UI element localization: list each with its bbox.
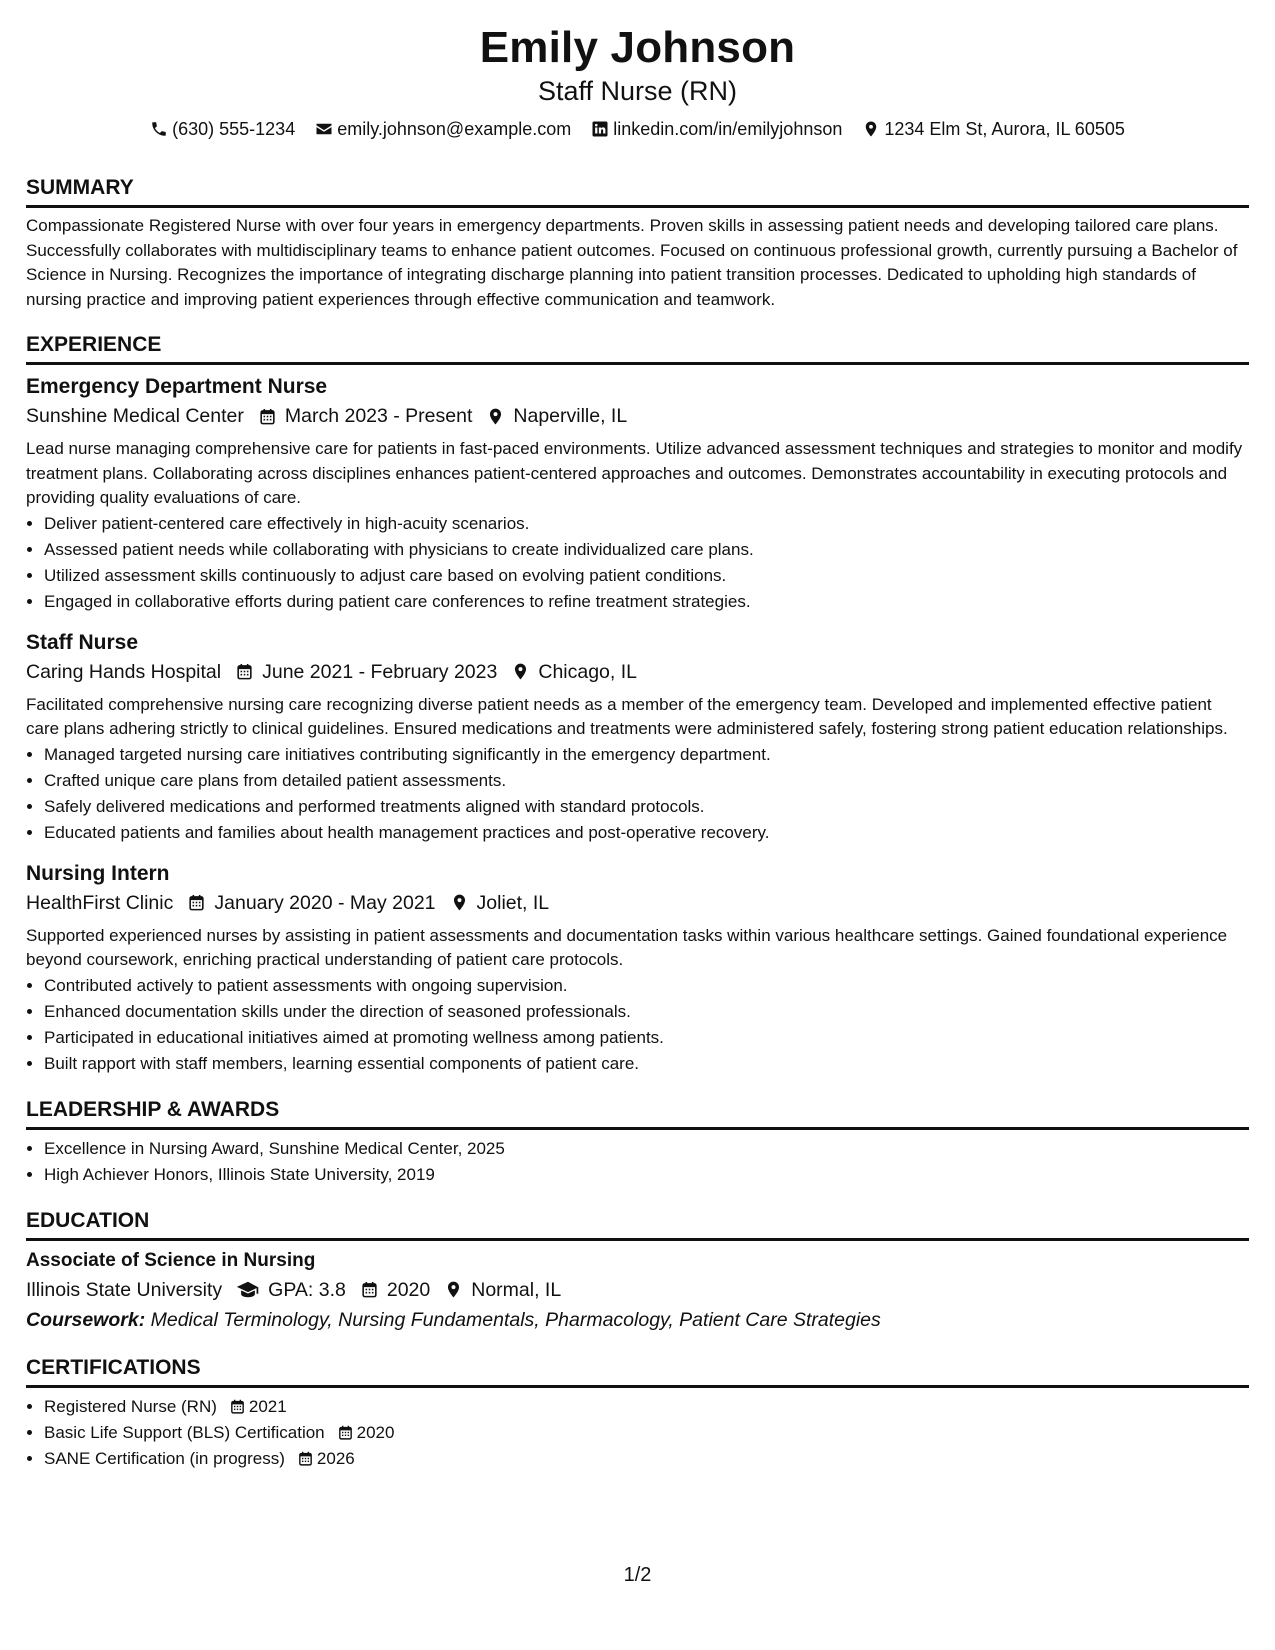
calendar-icon <box>258 407 277 426</box>
job-meta <box>26 657 1249 687</box>
job-description: Facilitated comprehensive nursing care recognizing diverse patient needs as a member of the emergency team. Developed and implemented effective patient care plans adhering strictly to clinical guidelines. Ensured medications and treatments were administered safely, fostering strong patient education relationships. <box>26 694 1228 738</box>
resume-page <box>26 22 1249 1472</box>
job-title: Staff Nurse <box>26 630 139 654</box>
phone-text: (630) 555-1234 <box>172 119 296 139</box>
list-item: • Educated patients and families about health management practices and post-operative recovery. <box>44 820 1249 846</box>
employer <box>26 401 244 431</box>
job-dates-text: January 2020 - May 2021 <box>214 891 436 914</box>
contact-email[interactable] <box>315 116 571 142</box>
certifications-list <box>26 1394 1249 1472</box>
school <box>26 1275 222 1305</box>
map-pin-icon <box>862 120 880 138</box>
edu-year-text: 2020 <box>386 1278 431 1301</box>
job-location-text: Joliet, IL <box>476 891 550 914</box>
job-entry <box>26 860 1249 1077</box>
edu-location-text: Normal, IL <box>471 1278 562 1301</box>
list-item: • High Achiever Honors, Illinois State University, 2019 <box>44 1162 1249 1188</box>
linkedin-text: linkedin.com/in/emilyjohnson <box>613 119 843 139</box>
school-text: Illinois State University <box>26 1278 223 1301</box>
calendar-icon <box>297 1450 314 1467</box>
job-description: Lead nurse managing comprehensive care for patients in fast-paced environments. Utilize advanced assessment techniques and strategies to monitor and modify treatment plans. Collaborating across disciplines enhances patient-centered approaches and outcomes. Demonstrates accountability in executing protocols and providing quality evaluations of care. <box>26 439 1243 507</box>
map-pin-icon <box>511 662 530 681</box>
certification-date <box>337 1420 395 1446</box>
list-item <box>44 1446 1249 1472</box>
job-location <box>511 657 637 687</box>
list-item: • Utilized assessment skills continuously to adjust care based on evolving patient conditions. <box>44 563 1249 589</box>
job-meta <box>26 888 1249 918</box>
job-dates <box>187 888 435 918</box>
certification-entry <box>44 1394 1249 1420</box>
email-text: emily.johnson@example.com <box>337 119 572 139</box>
job-title: Nursing Intern <box>26 861 170 885</box>
page-number: 1/2 <box>623 1564 652 1586</box>
certification-date <box>229 1394 287 1420</box>
map-pin-icon <box>444 1280 463 1299</box>
certification-entry <box>44 1420 1249 1446</box>
employer-text: Caring Hands Hospital <box>26 660 222 683</box>
candidate-name: Emily Johnson <box>479 23 796 72</box>
linkedin-icon <box>591 120 609 138</box>
list-item <box>44 1420 1249 1446</box>
edu-year <box>360 1275 430 1305</box>
summary-text: Compassionate Registered Nurse with over four years in emergency departments. Proven skills in assessing patient needs and developing tailored care plans. Successfully collaborates with multidisciplinary teams to enhance patient outcomes. Focused on continuous professional growth, currently pursuing a Bachelor of Science in Nursing. Recognizes the importance of integrating discharge planning into patient transition processes. Dedicated to upholding high standards of nursing practice and improving patient experiences through effective communication and teamwork. <box>26 216 1238 309</box>
list-item: • Enhanced documentation skills under the direction of seasoned professionals. <box>44 999 1249 1025</box>
job-bullets <box>26 973 1249 1077</box>
list-item: • Contributed actively to patient assessments with ongoing supervision. <box>44 973 1249 999</box>
summary-heading: SUMMARY <box>26 174 1249 208</box>
certifications-heading: CERTIFICATIONS <box>26 1354 1249 1388</box>
address-text: 1234 Elm St, Aurora, IL 60505 <box>884 119 1125 139</box>
candidate-title: Staff Nurse (RN) <box>537 76 738 106</box>
gpa-text: GPA: 3.8 <box>268 1278 346 1301</box>
certification-name: • Basic Life Support (BLS) Certification <box>44 1422 325 1442</box>
employer-text: Sunshine Medical Center <box>26 405 244 427</box>
contact-linkedin[interactable] <box>591 116 842 142</box>
certification-year: 2021 <box>248 1396 287 1416</box>
employer-text: HealthFirst Clinic <box>26 891 174 914</box>
job-meta <box>26 401 1249 431</box>
awards-list <box>26 1136 1249 1188</box>
job-location <box>450 888 550 918</box>
job-dates-text: March 2023 - Present <box>284 405 473 427</box>
job-location-text: Chicago, IL <box>538 660 638 683</box>
job-description: Supported experienced nurses by assisting in patient assessments and documentation tasks within various healthcare settings. Gained foundational experience beyond coursework, enriching practical understanding of patient care protocols. <box>26 925 1228 969</box>
employer <box>26 657 221 687</box>
experience-section <box>26 331 1249 1077</box>
envelope-icon <box>315 120 333 138</box>
coursework <box>26 1305 1249 1335</box>
list-item <box>44 1394 1249 1420</box>
certifications-section <box>26 1354 1249 1472</box>
certification-entry <box>44 1446 1249 1472</box>
certification-year: 2026 <box>316 1448 355 1468</box>
calendar-icon <box>229 1398 246 1415</box>
gpa <box>236 1275 346 1305</box>
list-item: • Excellence in Nursing Award, Sunshine Medical Center, 2025 <box>44 1136 1249 1162</box>
job-bullets <box>26 511 1249 615</box>
list-item: • Safely delivered medications and performed treatments aligned with standard protocols. <box>44 794 1249 820</box>
job-dates <box>258 401 473 431</box>
job-location-text: Naperville, IL <box>513 405 628 427</box>
contact-address <box>862 116 1125 142</box>
list-item: • Deliver patient-centered care effectively in high-acuity scenarios. <box>44 511 1249 537</box>
certification-name: • Registered Nurse (RN) <box>44 1396 217 1416</box>
calendar-icon <box>337 1424 354 1441</box>
phone-icon <box>150 120 168 138</box>
job-entry <box>26 629 1249 846</box>
coursework-label: Coursework: <box>26 1308 146 1331</box>
list-item: • Managed targeted nursing care initiatives contributing significantly in the emergency department. <box>44 742 1249 768</box>
education-section <box>26 1207 1249 1335</box>
summary-section <box>26 174 1249 312</box>
list-item: • Crafted unique care plans from detailed patient assessments. <box>44 768 1249 794</box>
map-pin-icon <box>486 407 505 426</box>
leadership-section <box>26 1096 1249 1188</box>
leadership-heading: LEADERSHIP & AWARDS <box>26 1096 1249 1130</box>
degree-title: Associate of Science in Nursing <box>26 1249 316 1271</box>
job-dates-text: June 2021 - February 2023 <box>262 660 498 683</box>
contact-bar <box>26 116 1249 142</box>
job-title: Emergency Department Nurse <box>26 375 328 398</box>
graduation-cap-icon <box>236 1280 260 1299</box>
list-item: • Assessed patient needs while collaborating with physicians to create individualized care plans. <box>44 537 1249 563</box>
calendar-icon <box>360 1280 379 1299</box>
list-item: • Participated in educational initiatives aimed at promoting wellness among patients. <box>44 1025 1249 1051</box>
calendar-icon <box>235 662 254 681</box>
education-heading: EDUCATION <box>26 1207 1249 1241</box>
education-meta <box>26 1275 1249 1305</box>
certification-name: • SANE Certification (in progress) <box>44 1448 285 1468</box>
employer <box>26 888 173 918</box>
list-item: • Engaged in collaborative efforts during patient care conferences to refine treatment strategies. <box>44 589 1249 615</box>
job-location <box>486 401 627 431</box>
certification-date <box>297 1446 355 1472</box>
job-bullets <box>26 742 1249 846</box>
edu-location <box>444 1275 561 1305</box>
job-dates <box>235 657 497 687</box>
calendar-icon <box>187 893 206 912</box>
list-item: • Built rapport with staff members, learning essential components of patient care. <box>44 1051 1249 1077</box>
certification-year: 2020 <box>356 1422 395 1442</box>
map-pin-icon <box>450 893 469 912</box>
contact-phone <box>150 116 295 142</box>
job-entry <box>26 373 1249 615</box>
experience-heading: EXPERIENCE <box>26 331 1249 365</box>
coursework-text: Medical Terminology, Nursing Fundamentals, Pharmacology, Patient Care Strategies <box>150 1308 881 1331</box>
